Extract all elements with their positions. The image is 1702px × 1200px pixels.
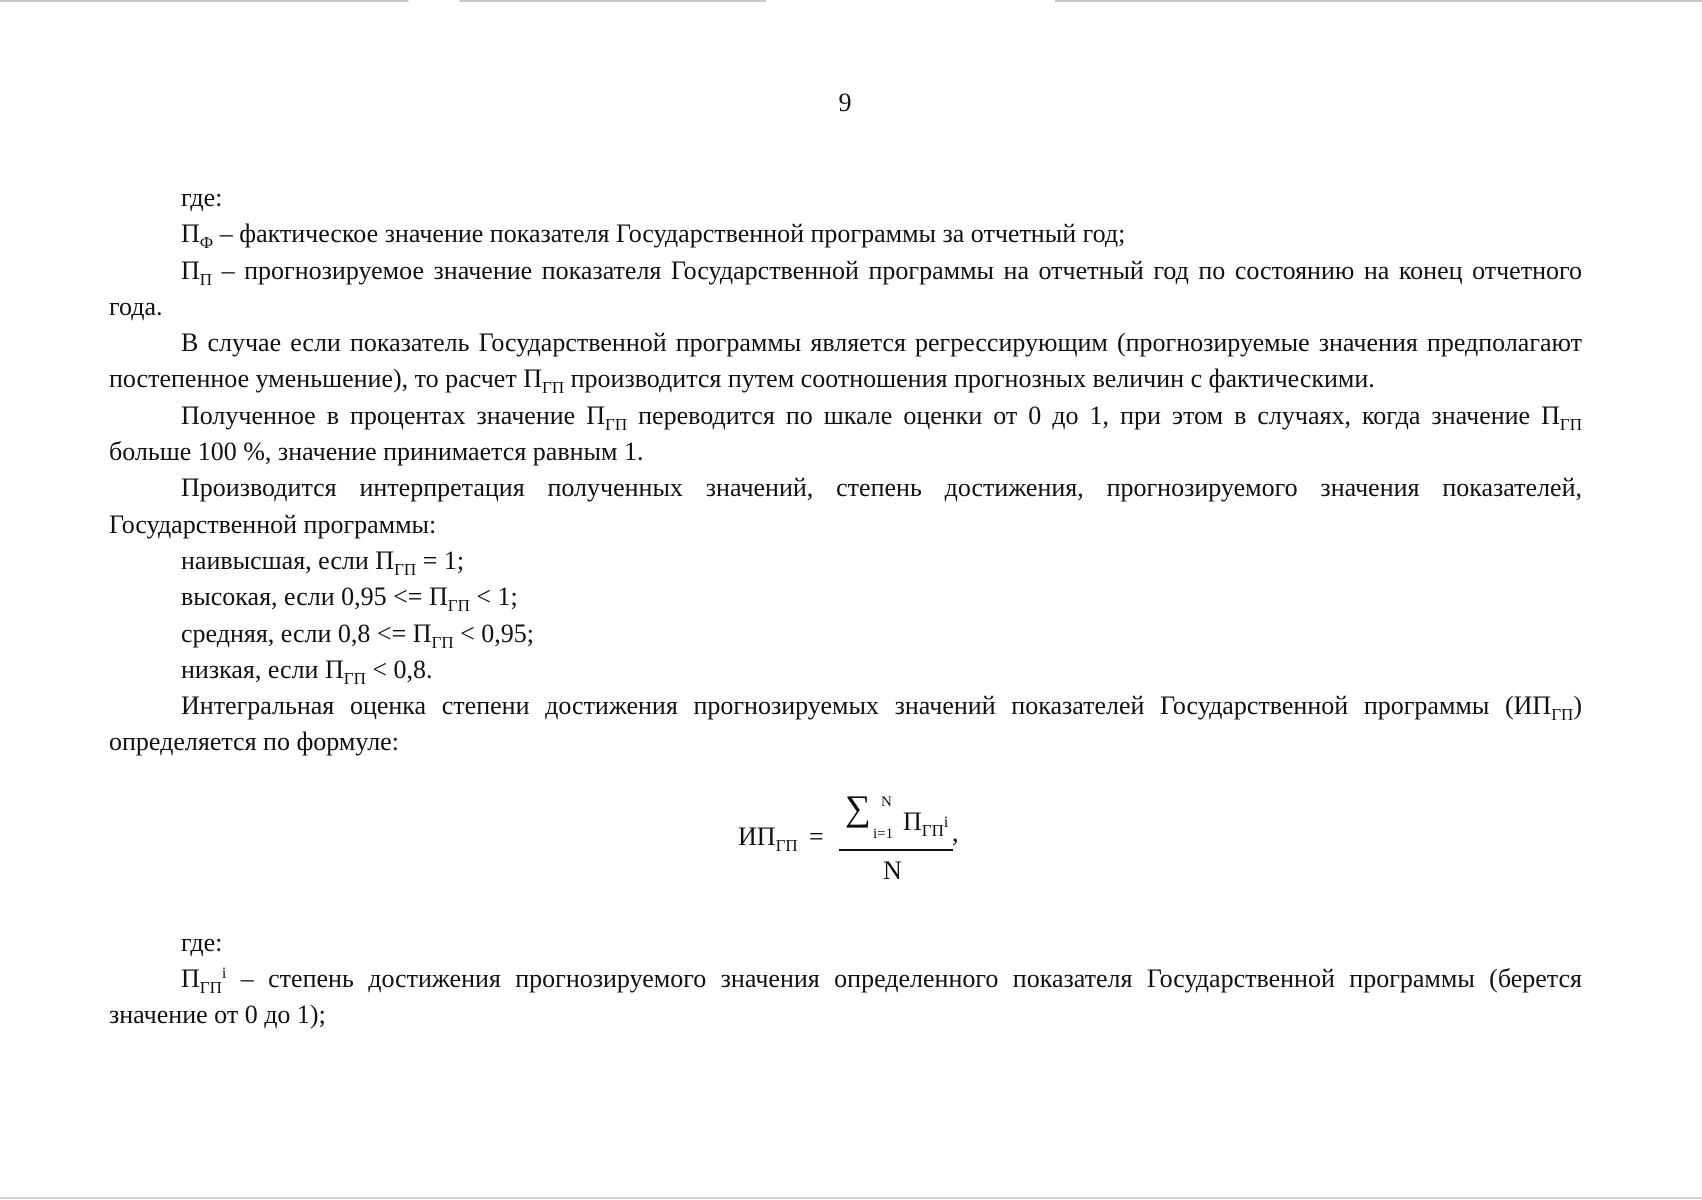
symbol-subscript: ГП <box>431 632 454 652</box>
paragraph-text: Интегральная оценка степени достижения прогнозируемых значений показателей Государственной программы ( <box>181 691 1514 721</box>
level-high <box>109 579 1582 615</box>
sum-upper-limit: N <box>881 793 892 810</box>
symbol-subscript: ГП <box>605 414 628 434</box>
paragraph-text: больше 100 %, значение принимается равным 1. <box>109 437 644 467</box>
where-label-2: где: <box>181 927 223 957</box>
sum-lower-limit: i=1 <box>873 825 894 842</box>
paragraph-text: Полученное в процентах значение <box>181 400 587 430</box>
level-text: наивысшая, если <box>181 545 376 575</box>
sum-term-subscript-text: ГП <box>921 820 944 840</box>
fraction-bar <box>839 849 953 851</box>
symbol-superscript: i <box>221 965 227 983</box>
level-low <box>109 652 1582 688</box>
definition-text: – степень достижения прогнозируемого значения определенного показателя Государственной программы (берется значение от 0 до 1); <box>109 964 1582 1030</box>
symbol-subscript: ГП <box>343 668 366 688</box>
formula-comma: , <box>952 817 959 847</box>
paragraph-integral-estimate <box>109 688 1582 761</box>
symbol-subscript: ГП <box>447 596 470 616</box>
level-text: < 0,95; <box>453 618 535 648</box>
symbol-p: П <box>586 400 606 430</box>
level-text: высокая, если 0,95 <= <box>181 582 429 612</box>
definition-fact-value <box>109 216 1582 252</box>
sum-icon: ∑ <box>845 787 871 828</box>
symbol-subscript: ГП <box>542 378 565 398</box>
page-number: 9 <box>838 88 852 117</box>
formula-lhs-subscript: ГП <box>775 835 798 855</box>
symbol-p: П <box>412 618 432 648</box>
paragraph-percent-scale <box>109 398 1582 471</box>
paragraph-interpretation: Производится интерпретация полученных значений, степень достижения, прогнозируемого значения показателей, Государственной программы: <box>109 473 1582 539</box>
symbol-p: П <box>375 545 395 575</box>
sum-term-superscript: i <box>943 813 949 831</box>
level-text: < 1; <box>469 582 518 612</box>
symbol-p: П <box>181 964 200 994</box>
paragraph-text: производится путем соотношения прогнозных величин с фактическими. <box>564 364 1375 394</box>
sum-term-subscript <box>921 813 949 840</box>
symbol-subscript: Ф <box>199 233 214 253</box>
sum-term-symbol: П <box>903 806 922 836</box>
definition-text: – фактическое значение показателя Государственной программы за отчетный год; <box>213 219 1126 249</box>
symbol-subscript: ГП <box>1559 414 1583 434</box>
symbol-subscript: ГП <box>1551 705 1574 725</box>
symbol-p: П <box>523 364 542 394</box>
symbol-subscript: П <box>199 269 213 289</box>
symbol-subscript: ГП <box>199 978 222 998</box>
formula-lhs-symbol: ИП <box>738 821 776 851</box>
paragraph-text: ) определяется по формуле: <box>109 691 1582 757</box>
symbol-p: П <box>181 255 200 285</box>
integral-formula <box>109 761 1582 925</box>
symbol-ip: ИП <box>1513 691 1552 721</box>
symbol-p: П <box>324 654 344 684</box>
level-text: = 1; <box>416 545 465 575</box>
formula-numerator <box>835 780 949 840</box>
where-label-1: где: <box>181 183 223 212</box>
formula-denominator: N <box>883 855 902 885</box>
definition-text: – прогнозируемое значение показателя Государственной программы на отчетный год по состоянию на конец отчетного года. <box>109 255 1582 321</box>
symbol-subscript: ГП <box>394 559 417 579</box>
formula-equals: = <box>809 821 824 851</box>
level-highest <box>109 543 1582 579</box>
paragraph-regressive-case <box>109 325 1582 398</box>
scan-edge-top <box>0 0 1702 2</box>
symbol-p: П <box>1541 400 1560 430</box>
definition-forecast-value <box>109 253 1582 326</box>
symbol-p: П <box>428 582 448 612</box>
symbol-p: П <box>181 219 200 249</box>
definition-achievement-degree <box>109 961 1582 1034</box>
paragraph-text: переводится по шкале оценки от 0 до 1, при этом в случаях, когда значение <box>627 400 1542 430</box>
scan-edge-bottom <box>0 1197 1702 1199</box>
paragraph-text: В случае если показатель Государственной программы является регрессирующим (прогнозируемые значения предполагают постепенное уменьшение), то расчет <box>109 328 1582 394</box>
level-medium <box>109 616 1582 652</box>
document-body <box>109 180 1582 1034</box>
level-text: низкая, если <box>181 654 325 684</box>
level-text: средняя, если 0,8 <= <box>181 618 413 648</box>
sum-term <box>903 804 948 840</box>
formula-lhs <box>738 819 798 855</box>
level-text: < 0,8. <box>365 654 433 684</box>
